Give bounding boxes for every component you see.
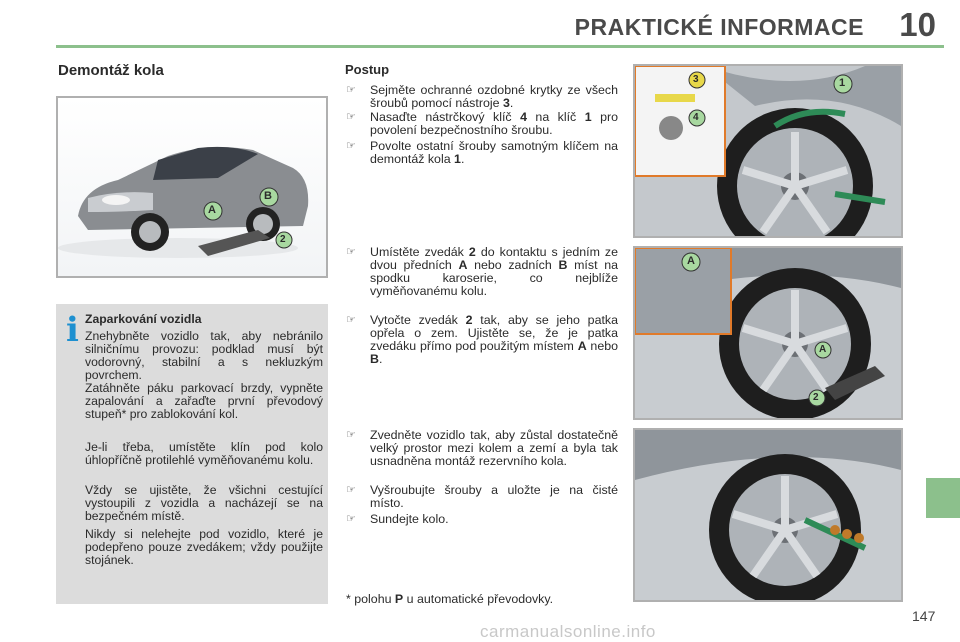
label-2: 2: [280, 234, 286, 245]
info-paragraph: Zatáhněte páku parkovací brzdy, vypněte zapalování a zařaďte první převodový stupeň* pro zablokování kol.: [85, 381, 323, 421]
step-item: ☞ Vyšroubujte šrouby a uložte je na čisté místo.: [346, 483, 618, 510]
hand-pointer-icon: ☞: [346, 246, 356, 258]
hand-pointer-icon: ☞: [346, 314, 356, 326]
label-b: B: [264, 190, 272, 202]
watermark-text: carmanualsonline.info: [480, 622, 656, 641]
info-paragraph: Znehybněte vozidlo tak, aby nebránilo silničnímu provozu: podklad musí být vodorovný, stabilní a s nekluzkým povrchem.: [85, 329, 323, 382]
label-2: 2: [813, 392, 819, 403]
step-item: ☞ Sundejte kolo.: [346, 512, 449, 526]
hand-pointer-icon: ☞: [346, 111, 356, 123]
label-a: A: [208, 204, 216, 216]
wheel-removal-illustration: [633, 428, 903, 602]
info-icon: i: [66, 310, 79, 350]
hand-pointer-icon: ☞: [346, 429, 356, 441]
car-jack-illustration: [56, 96, 328, 278]
page-header-title: PRAKTICKÉ INFORMACE: [574, 14, 864, 40]
info-box-title: Zaparkování vozidla: [85, 312, 202, 326]
hand-pointer-icon: ☞: [346, 140, 356, 152]
chapter-number: 10: [899, 6, 936, 43]
section-title: Demontáž kola: [58, 62, 164, 79]
steps-title: Postup: [345, 62, 390, 77]
step-item: ☞ Nasaďte nástrčkový klíč 4 na klíč 1 pro povolení bezpečnostního šroubu.: [346, 110, 618, 137]
step-item: ☞ Sejměte ochranné ozdobné krytky ze všech šroubů pomocí nástroje 3.: [346, 83, 618, 110]
hand-pointer-icon: ☞: [346, 84, 356, 96]
jack-placement-illustration: [633, 246, 903, 420]
hand-pointer-icon: ☞: [346, 513, 356, 525]
info-paragraph: Vždy se ujistěte, že všichni cestující vystoupili z vozidla a nacházejí se na bezpečném místě.: [85, 483, 323, 523]
step-item: ☞ Zvedněte vozidlo tak, aby zůstal dostatečně velký prostor mezi kolem a zemí a byla tak usnadněna montáž rezervního kola.: [346, 428, 618, 468]
info-paragraph: Nikdy si nelehejte pod vozidlo, které je podepřeno pouze zvedákem; vždy použijte stojánek.: [85, 527, 323, 567]
page-number: 147: [912, 608, 936, 624]
step-item: ☞ Vytočte zvedák 2 tak, aby se jeho patka opřela o zem. Ujistěte se, že je patka zvedáku přímo pod použitým místem A nebo B.: [346, 313, 619, 366]
header-divider: [56, 45, 944, 48]
wheel-bolt-removal-illustration: [633, 64, 903, 238]
label-a: A: [819, 344, 827, 355]
label-3: 3: [693, 74, 699, 85]
label-4: 4: [693, 112, 699, 123]
chapter-side-tab: [926, 478, 960, 518]
info-paragraph: Je-li třeba, umístěte klín pod kolo úhlopříčně protilehlé vyměňovanému kolu.: [85, 440, 323, 467]
hand-pointer-icon: ☞: [346, 484, 356, 496]
footnote: * polohu P u automatické převodovky.: [346, 592, 554, 606]
step-item: ☞ Umístěte zvedák 2 do kontaktu s jedním ze dvou předních A nebo zadních B míst na spodku karoserie, co nejblíže vyměňovanému kolu.: [346, 245, 618, 298]
label-1: 1: [839, 77, 846, 89]
step-item: ☞ Povolte ostatní šrouby samotným klíčem na demontáž kola 1.: [346, 139, 618, 166]
label-a: A: [687, 255, 695, 267]
